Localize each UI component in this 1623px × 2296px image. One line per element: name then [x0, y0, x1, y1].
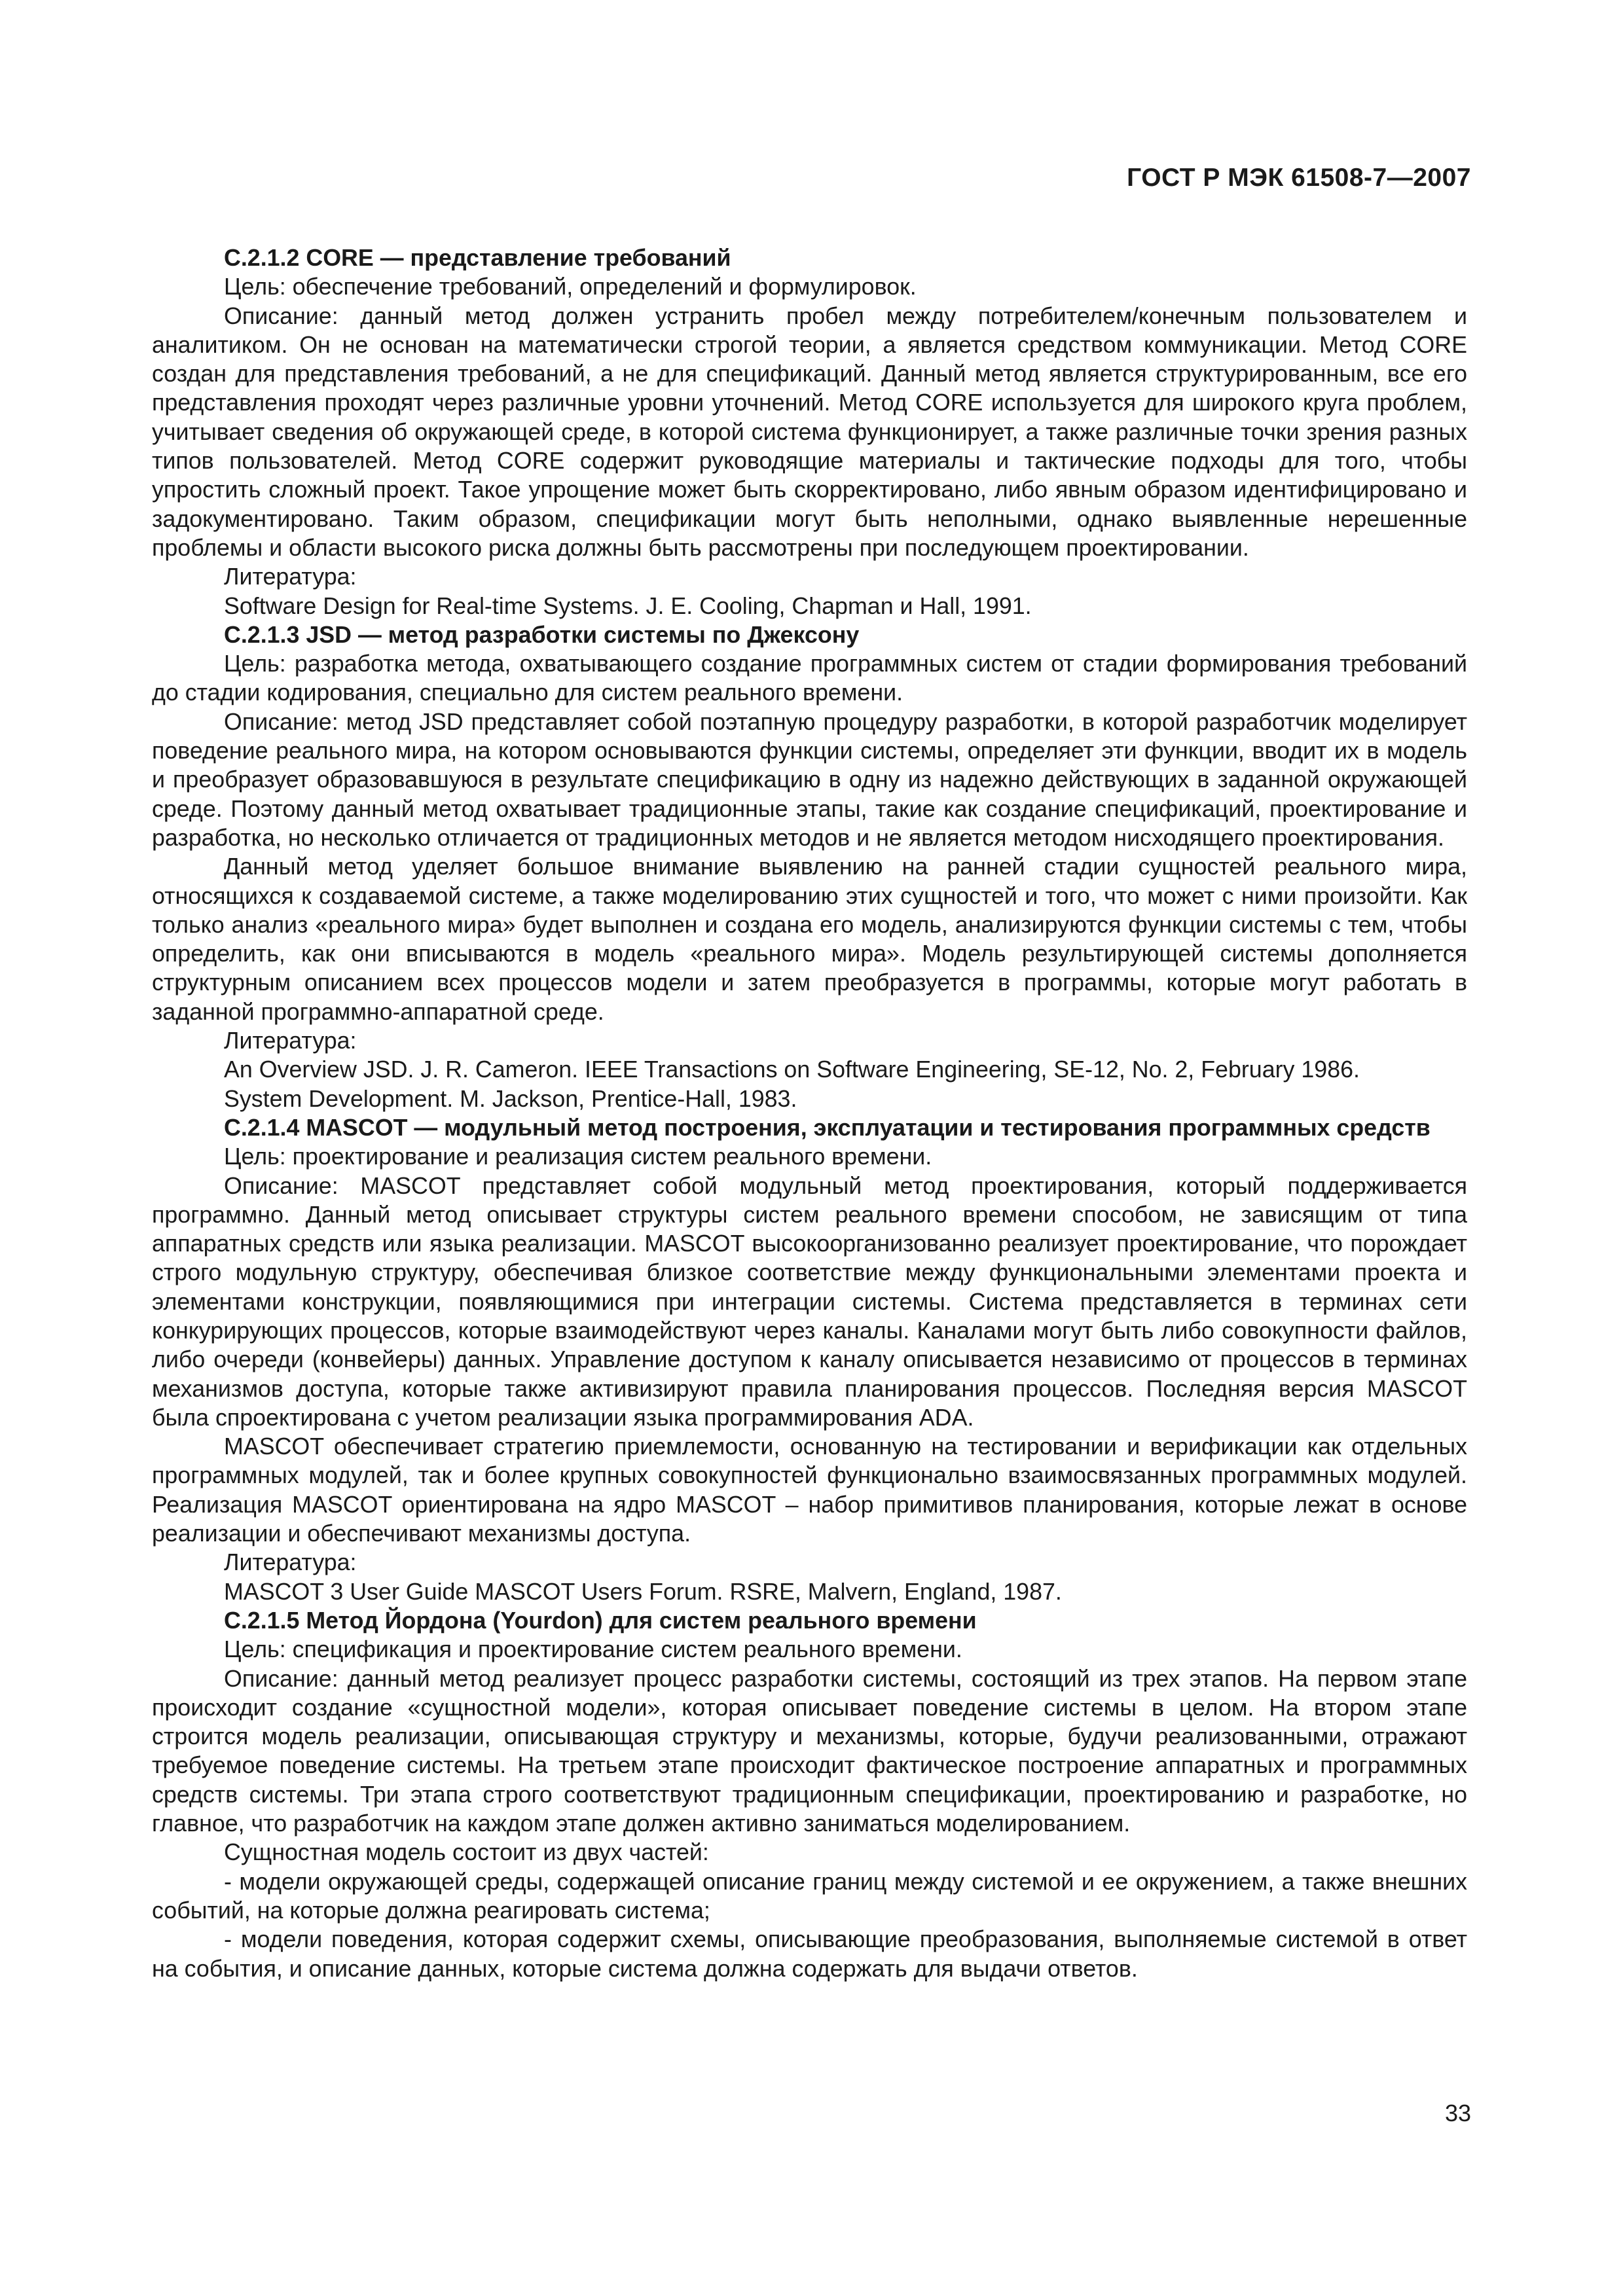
section-core-description: Описание: данный метод должен устранить пробел между потребителем/конечным пользователем и аналитиком. Он не основан на математически строгой теории, а является средством коммуникации. Метод CORE создан для представления требований, а не для спецификаций. Данный метод является структурированным, все его представления проходят через различные уровни уточнений. Метод CORE используется для широкого круга проблем, учитывает сведения об окружающей среде, в которой система функционирует, а также различные точки зрения разных типов пользователей. Метод CORE содержит руководящие материалы и тактические подходы для того, чтобы упростить сложный проект. Такое упрощение может быть скорректировано, либо явным образом идентифицировано и задокументировано. Таким образом, спецификации могут быть неполными, однако выявленные нерешенные проблемы и области высокого риска должны быть рассмотрены при последующем проектировании. — [152, 302, 1467, 561]
section-yourdon-description: Описание: данный метод реализует процесс разработки системы, состоящий из трех этапов. На первом этапе происходит создание «сущностной модели», которая описывает поведение системы в целом. На втором этапе строится модель реализации, описывающая структуру и механизмы, которые, будучи реализованными, отражают требуемое поведение системы. На третьем этапе происходит фактическое построение аппаратных и программных средств системы. Три этапа строго соответствуют традиционным спецификации, проектированию и разработке, но главное, что разработчик на каждом этапе должен активно заниматься моделированием. — [152, 1665, 1467, 1837]
section-heading-core: C.2.1.2 CORE — представление требований — [224, 245, 731, 271]
standard-header: ГОСТ Р МЭК 61508-7—2007 — [1127, 164, 1471, 192]
list-item: - модели поведения, которая содержит схемы, описывающие преобразования, выполняемые системой в ответ на события, и описание данных, которые система должна содержать для выдачи ответов. — [152, 1926, 1467, 1982]
list-item: - модели окружающей среды, содержащей описание границ между системой и ее окружением, а также внешних событий, на которые должна реагировать система; — [152, 1868, 1467, 1924]
literature-label: Литература: — [224, 1028, 357, 1054]
section-jsd-description: Описание: метод JSD представляет собой поэтапную процедуру разработки, в которой разработчик моделирует поведение реального мира, на котором основываются функции системы, определяет эти функции, вводит их в модель и преобразует образовавшуюся в результате спецификацию в одну из надежно действующих в заданной окружающей среде. Поэтому данный метод охватывает традиционные этапы, такие как создание спецификаций, проектирование и разработка, но несколько отличается от традиционных методов и не является методом нисходящего проектирования. — [152, 708, 1467, 851]
page-number: 33 — [1444, 2100, 1471, 2126]
section-heading-jsd: C.2.1.3 JSD — метод разработки системы по Джексону — [224, 621, 860, 648]
section-mascot-description: Описание: MASCOT представляет собой модульный метод проектирования, который поддерживается программно. Данный метод описывает структуры систем реального времени способом, не зависящим от типа аппаратных средств или языка реализации. MASCOT высокоорганизованно реализует проектирование, что порождает строго модульную структуру, обеспечивая близкое соответствие между функциональными элементами проекта и элементами конструкции, появляющимися при интеграции системы. Система представляется в терминах сети конкурирующих процессов, которые взаимодействуют через каналы. Каналами могут быть либо совокупности файлов, либо очереди (конвейеры) данных. Управление доступом к каналу описывается независимо от процессов в терминах механизмов доступа, которые также активизируют правила планирования процессов. Последняя версия MASCOT была спроектирована с учетом реализации языка программирования ADA. — [152, 1172, 1467, 1431]
document-body — [152, 243, 1467, 1983]
literature-label: Литература: — [224, 564, 357, 590]
section-yourdon-paragraph: Сущностная модель состоит из двух частей: — [224, 1839, 709, 1866]
section-heading-yourdon: C.2.1.5 Метод Йордона (Yourdon) для систем реального времени — [224, 1607, 977, 1634]
section-mascot-goal: Цель: проектирование и реализация систем реального времени. — [224, 1143, 932, 1170]
section-mascot-paragraph: MASCOT обеспечивает стратегию приемлемости, основанную на тестировании и верификации как отдельных программных модулей, так и более крупных совокупностей функционально взаимосвязанных программных модулей. Реализация MASCOT ориентирована на ядро MASCOT – набор примитивов планирования, которые лежат в основе реализации и обеспечивают механизмы доступа. — [152, 1433, 1467, 1547]
section-jsd-goal: Цель: разработка метода, охватывающего создание программных систем от стадии формирования требований до стадии кодирования, специально для систем реального времени. — [152, 651, 1467, 706]
literature-label: Литература: — [224, 1549, 357, 1576]
section-heading-mascot: C.2.1.4 MASCOT — модульный метод построения, эксплуатации и тестирования программных средств — [224, 1114, 1431, 1141]
reference-item: An Overview JSD. J. R. Cameron. IEEE Transactions on Software Engineering, SE-12, No. 2, February 1986. — [224, 1056, 1360, 1083]
reference-item: MASCOT 3 User Guide MASCOT Users Forum. RSRE, Malvern, England, 1987. — [224, 1578, 1062, 1605]
reference-item: Software Design for Real-time Systems. J. E. Cooling, Chapman и Hall, 1991. — [224, 592, 1032, 619]
section-jsd-paragraph: Данный метод уделяет большое внимание выявлению на ранней стадии сущностей реального мира, относящихся к создаваемой системе, а также моделированию этих сущностей и того, что может с ними произойти. Как только анализ «реального мира» будет выполнен и создана его модель, анализируются функции системы с тем, чтобы определить, как они вписываются в модель «реального мира». Модель результирующей системы дополняется структурным описанием всех процессов модели и затем преобразуется в программы, которые могут работать в заданной программно-аппаратной среде. — [152, 853, 1467, 1025]
section-yourdon-goal: Цель: спецификация и проектирование систем реального времени. — [224, 1636, 962, 1663]
reference-item: System Development. M. Jackson, Prentice-Hall, 1983. — [224, 1085, 797, 1112]
section-core-goal: Цель: обеспечение требований, определений и формулировок. — [224, 274, 917, 300]
